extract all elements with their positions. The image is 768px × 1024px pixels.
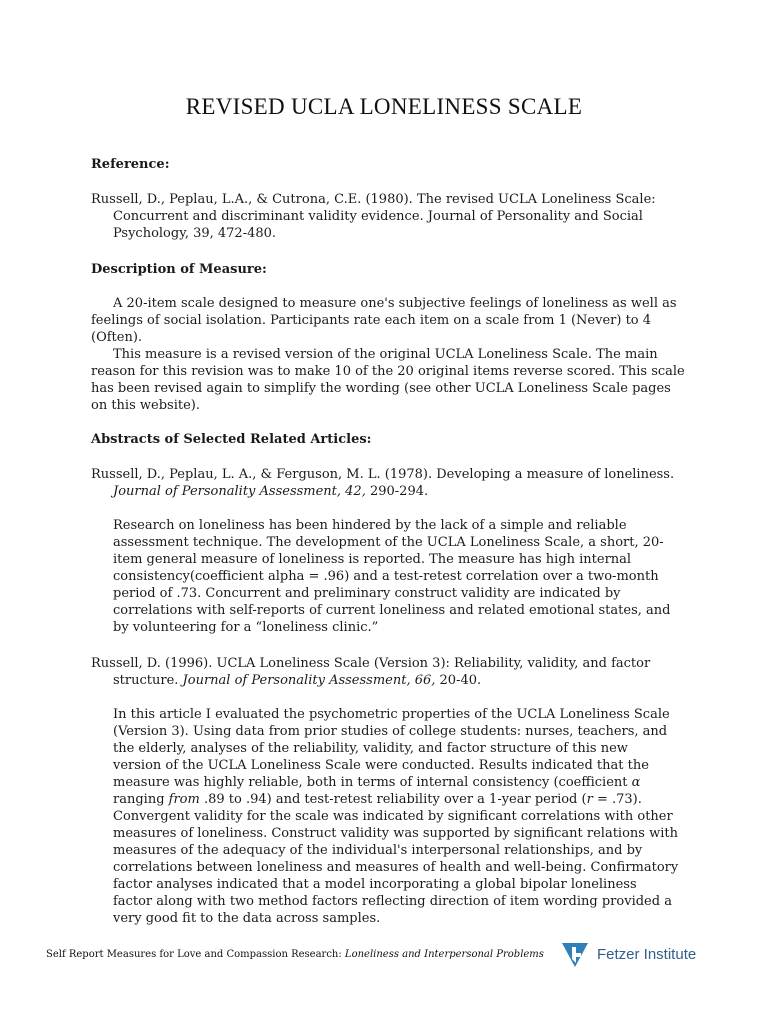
article-1-citation (91, 466, 713, 500)
description-paragraph-2: This measure is a revised version of the original UCLA Loneliness Scale. The main reason for this revision was to make 10 of the 20 original items reverse scored. This scale has been revised again to simplify the wording (see other UCLA Loneliness Scale pages on this website). (91, 347, 685, 413)
article-2-journal: Journal of Personality Assessment, 66, (182, 673, 436, 688)
from-italic: from (168, 792, 200, 807)
footer-italic: Loneliness and Interpersonal Problems (344, 949, 544, 960)
article-1-abstract: Research on loneliness has been hindered by the lack of a simple and reliable assessment technique. The development of the UCLA Loneliness Scale, a short, 20-item general measure of loneliness is reported. The measure has high internal consistency(coefficient alpha = .96) and a test-retest correlation over a two-month period of .73. Concurrent and preliminary construct validity are indicated by correlations with self-reports of current loneliness and related emotional states, and by volunteering for a “loneliness clinic.” (113, 518, 671, 635)
fetzer-logo-text: Fetzer Institute (597, 946, 697, 963)
r-symbol: r (586, 792, 593, 807)
abstract-text-a: In this article I evaluated the psychometric properties of the UCLA Loneliness Scale (Version 3). Using data from prior studies of college students: nurses, teachers, and the elderly, analyses of the reliability, validity, and factor structure of this new version of the UCLA Loneliness Scale were conducted. Results indicated that the measure was highly reliable, both in terms of internal consistency (coefficient (113, 707, 670, 790)
alpha-symbol: α (631, 775, 641, 790)
article-2-abstract (113, 706, 679, 927)
abstract-text-c: .89 to .94) and test-retest reliability over a 1-year period ( (199, 792, 587, 807)
abstracts-heading: Abstracts of Selected Related Articles: (91, 432, 372, 447)
page-title: REVISED UCLA LONELINESS SCALE (185, 94, 583, 119)
article-1-authors: Russell, D., Peplau, L. A., & Ferguson, M. L. (1978). Developing a measure of loneliness. (91, 467, 675, 482)
footer-prefix: Self Report Measures for Love and Compassion Research: (46, 949, 345, 960)
article-2-citation (91, 655, 713, 689)
article-1-pages: 290-294. (365, 484, 429, 499)
reference-heading: Reference: (91, 157, 170, 172)
page-footer (46, 949, 544, 960)
description-body (91, 295, 691, 414)
description-heading: Description of Measure: (91, 262, 267, 277)
description-paragraph-1: A 20-item scale designed to measure one's subjective feelings of loneliness as well as feelings of social isolation. Participants rate each item on a scale from 1 (Never) to 4 (Often). (91, 296, 677, 345)
reference-citation: Russell, D., Peplau, L.A., & Cutrona, C.E. (1980). The revised UCLA Loneliness Scale: Concurrent and discriminant validity evidence. Journal of Personality and Social Psychology, 39, 472-480. (91, 192, 656, 241)
article-2-pages: 20-40. (435, 673, 482, 688)
abstract-text-d: = .73). Convergent validity for the scale was indicated by significant correlations with other measures of loneliness. Construct validity was supported by significant relations with measures of the adequacy of the individual's interpersonal relationships, and by correlations between loneliness and measures of health and well-being. Confirmatory factor analyses indicated that a model incorporating a global bipolar loneliness factor along with two method factors reflecting direction of item wording provided a very good fit to the data across samples. (113, 792, 679, 926)
abstract-text-b: ranging (113, 792, 169, 807)
article-2-authors: Russell, D. (1996). UCLA Loneliness Scale (Version 3): Reliability, validity, and factor structure. (91, 656, 651, 688)
article-1-journal: Journal of Personality Assessment, 42, (113, 484, 366, 499)
